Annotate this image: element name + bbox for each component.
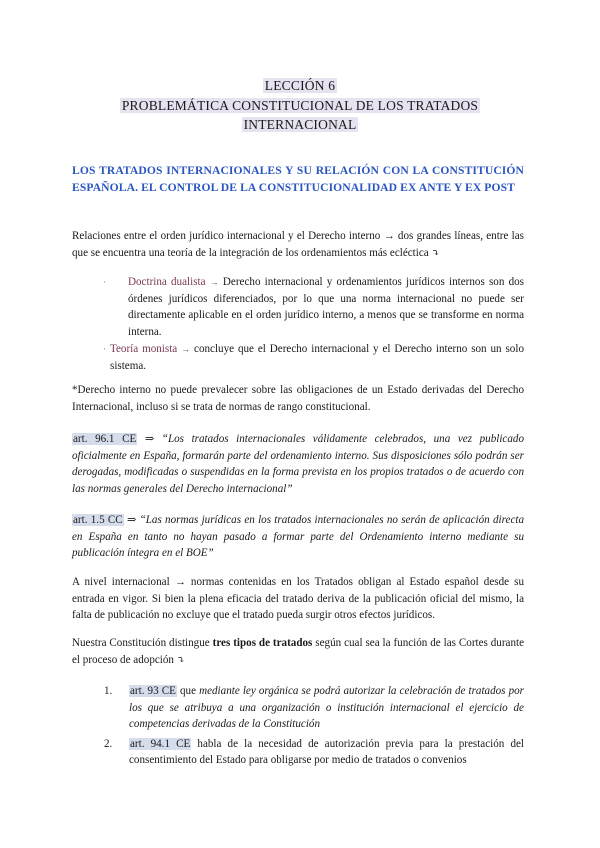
doctrine-description: Derecho internacional y ordenamientos jurídicos internos son dos órdenes jurídicos diferenciados, por lo que una norma internacional no puede ser directamente aplicable en el orden jurídico interno, a menos que se transforme en norma interna. bbox=[128, 276, 524, 338]
arrow-down-icon: ⤵ bbox=[176, 654, 186, 666]
statement-paragraph: *Derecho interno no puede prevalecer sobre las obligaciones de un Estado derivadas del Derecho Internacional, incluso si se trata de normas de rango constitucional. bbox=[72, 384, 524, 413]
arrow-right-icon: → bbox=[209, 277, 219, 287]
list-number: 1. bbox=[104, 685, 113, 697]
list-item bbox=[103, 274, 524, 340]
treaty-types-list bbox=[104, 683, 524, 769]
treaty-types-paragraph bbox=[72, 635, 524, 669]
types-text-before: Nuestra Constitución distingue bbox=[72, 637, 213, 649]
intro-text: Relaciones entre el orden jurídico internacional y el Derecho interno → dos grandes líneas, entre las que se encuentra una teoría de la integración de los ordenamientos más ecléctica bbox=[72, 230, 524, 259]
section-heading: LOS TRATADOS INTERNACIONALES Y SU RELACIÓN CON LA CONSTITUCIÓN ESPAÑOLA. EL CONTROL DE LA CONSTITUCIONALIDAD EX ANTE Y EX POST bbox=[72, 164, 524, 194]
list-item bbox=[104, 683, 524, 733]
lesson-title-line-1 bbox=[0, 96, 600, 115]
doctrine-list bbox=[103, 274, 524, 374]
bullet-icon: · bbox=[103, 344, 106, 354]
lesson-title-1: PROBLEMÁTICA CONSTITUCIONAL DE LOS TRATADOS bbox=[121, 98, 479, 113]
list-number: 2. bbox=[104, 737, 113, 750]
list-item bbox=[103, 341, 524, 374]
lesson-title-2: INTERNACIONAL bbox=[243, 117, 357, 132]
list-item bbox=[104, 736, 524, 769]
doctrine-term: Doctrina dualista bbox=[128, 276, 206, 288]
lesson-title-line-2 bbox=[0, 115, 600, 134]
doctrine-term: Teoría monista bbox=[110, 343, 178, 355]
intro-paragraph bbox=[72, 228, 524, 262]
types-text-after: según cual sea la función de las Cortes durante el proceso de adopción bbox=[72, 637, 525, 666]
article-quote: “Los tratados internacionales válidamente celebrados, una vez publicado oficialmente en España, formarán parte del ordenamiento interno. Sus disposiciones sólo podrán ser derogadas, modificadas o suspendidas en la forma prevista en los propios tratados o de acuerdo con las normas generales del Derecho internacional” bbox=[72, 433, 525, 495]
doctrine-description: concluye que el Derecho internacional y el Derecho interno son un solo sistema. bbox=[110, 343, 524, 372]
double-arrow-icon: ⇒ bbox=[126, 514, 137, 526]
article-description: mediante ley orgánica se podrá autorizar la celebración de tratados por los que se atribuya a una organización o institución internacional el ejercicio de competencias derivadas de la Constitución bbox=[129, 685, 524, 730]
article-reference: art. 93 CE bbox=[130, 685, 176, 697]
international-level-paragraph: A nivel internacional → normas contenidas en los Tratados obligan al Estado español desde su entrada en vigor. Si bien la plena eficacia del tratado deriva de la publicación oficial del mismo, la falta de publicación no excluye que el tratado pueda surgir otros efectos jurídicos. bbox=[72, 576, 524, 621]
article-description: habla de la necesidad de autorización previa para la prestación del consentimiento del Estado para obligarse por medio de tratados o convenios bbox=[129, 737, 524, 766]
article-reference: art. 94.1 CE bbox=[130, 737, 191, 750]
arrow-down-icon: ⤵ bbox=[431, 247, 440, 259]
types-bold: tres tipos de tratados bbox=[212, 637, 313, 649]
bullet-icon: · bbox=[103, 277, 106, 287]
article-reference: art. 96.1 CE bbox=[73, 433, 137, 445]
double-arrow-icon: ⇒ bbox=[144, 433, 155, 445]
lesson-label: LECCIÓN 6 bbox=[264, 78, 336, 93]
article-96-paragraph bbox=[72, 431, 524, 497]
article-reference: art. 1.5 CC bbox=[73, 514, 123, 526]
lesson-label-line bbox=[0, 76, 600, 95]
arrow-right-icon: → bbox=[181, 344, 191, 354]
connector-text: que bbox=[176, 685, 200, 697]
article-15-paragraph bbox=[72, 512, 524, 562]
article-quote: “Las normas jurídicas en los tratados internacionales no serán de aplicación directa en España en tanto no hayan pasado a formar parte del Ordenamiento interno mediante su publicación íntegra en el BOE” bbox=[72, 514, 525, 559]
